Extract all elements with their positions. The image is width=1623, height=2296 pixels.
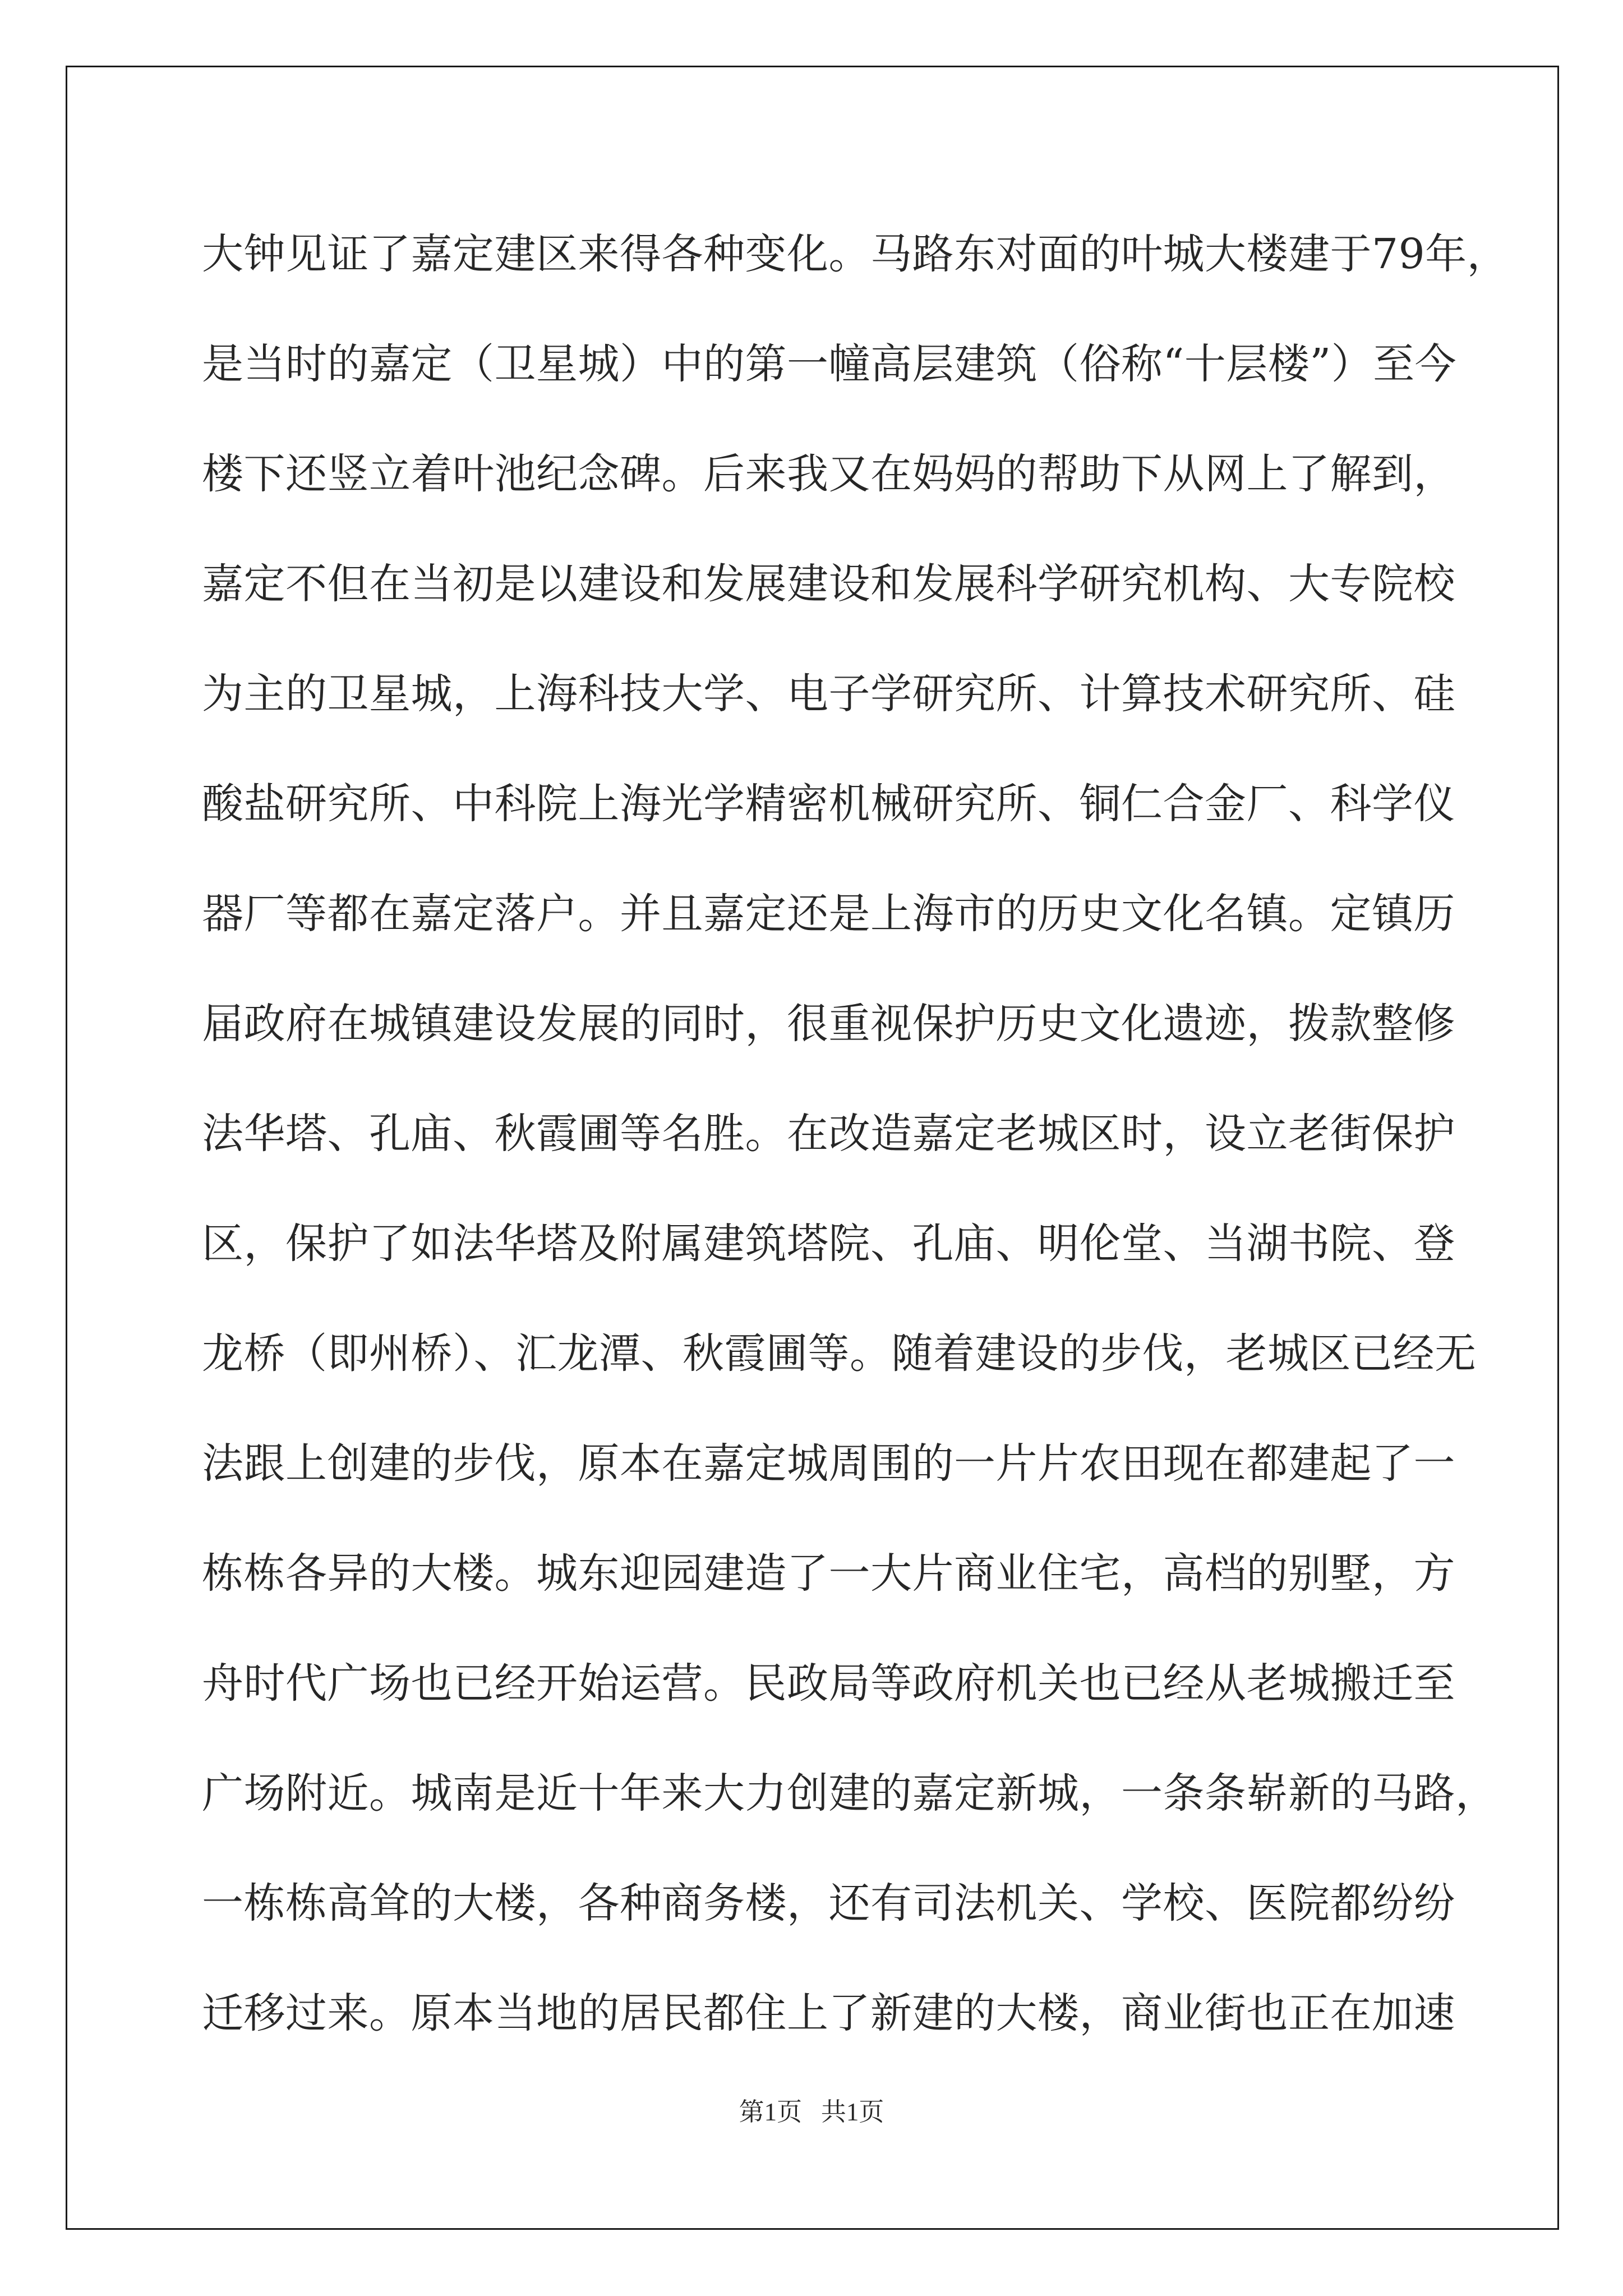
text-line-8: 届政府在城镇建设发展的同时，很重视保护历史文化遗迹，拨款整修	[202, 1000, 1455, 1048]
text-line-16: 一栋栋高耸的大楼，各种商务楼，还有司法机关、学校、医院都纷纷	[202, 1879, 1455, 1927]
text-line-4: 嘉定不但在当初是以建设和发展建设和发展科学研究机构、大专院校	[202, 560, 1455, 608]
text-line-9: 法华塔、孔庙、秋霞圃等名胜。在改造嘉定老城区时，设立老街保护	[202, 1110, 1455, 1158]
text-line-10: 区，保护了如法华塔及附属建筑塔院、孔庙、明伦堂、当湖书院、登	[202, 1220, 1455, 1268]
text-line-6: 酸盐研究所、中科院上海光学精密机械研究所、铜仁合金厂、科学仪	[202, 780, 1455, 828]
text-line-2: 是当时的嘉定（卫星城）中的第一幢高层建筑（俗称“十层楼”）至今	[202, 340, 1457, 388]
text-line-5: 为主的卫星城，上海科技大学、电子学研究所、计算技术研究所、硅	[202, 670, 1455, 718]
text-line-7: 器厂等都在嘉定落户。并且嘉定还是上海市的历史文化名镇。定镇历	[202, 890, 1455, 938]
page-footer: 第1页 共1页	[739, 2098, 884, 2126]
text-line-17: 迁移过来。原本当地的居民都住上了新建的大楼，商业街也正在加速	[202, 1989, 1455, 2037]
text-line-12: 法跟上创建的步伐，原本在嘉定城周围的一片片农田现在都建起了一	[202, 1439, 1455, 1488]
text-line-13: 栋栋各异的大楼。城东迎园建造了一大片商业住宅，高档的别墅，方	[202, 1549, 1455, 1598]
text-line-3: 楼下还竖立着叶池纪念碑。后来我又在妈妈的帮助下从网上了解到，	[202, 450, 1455, 498]
document-body	[202, 199, 1509, 2068]
text-line-15: 广场附近。城南是近十年来大力创建的嘉定新城，一条条崭新的马路，	[202, 1769, 1497, 1818]
text-line-14: 舟时代广场也已经开始运营。民政局等政府机关也已经从老城搬迁至	[202, 1659, 1455, 1708]
text-line-1: 大钟见证了嘉定建区来得各种变化。马路东对面的叶城大楼建于79年，	[202, 230, 1509, 278]
text-line-11: 龙桥（即州桥）、汇龙潭、秋霞圃等。随着建设的步伐，老城区已经无	[202, 1329, 1477, 1378]
